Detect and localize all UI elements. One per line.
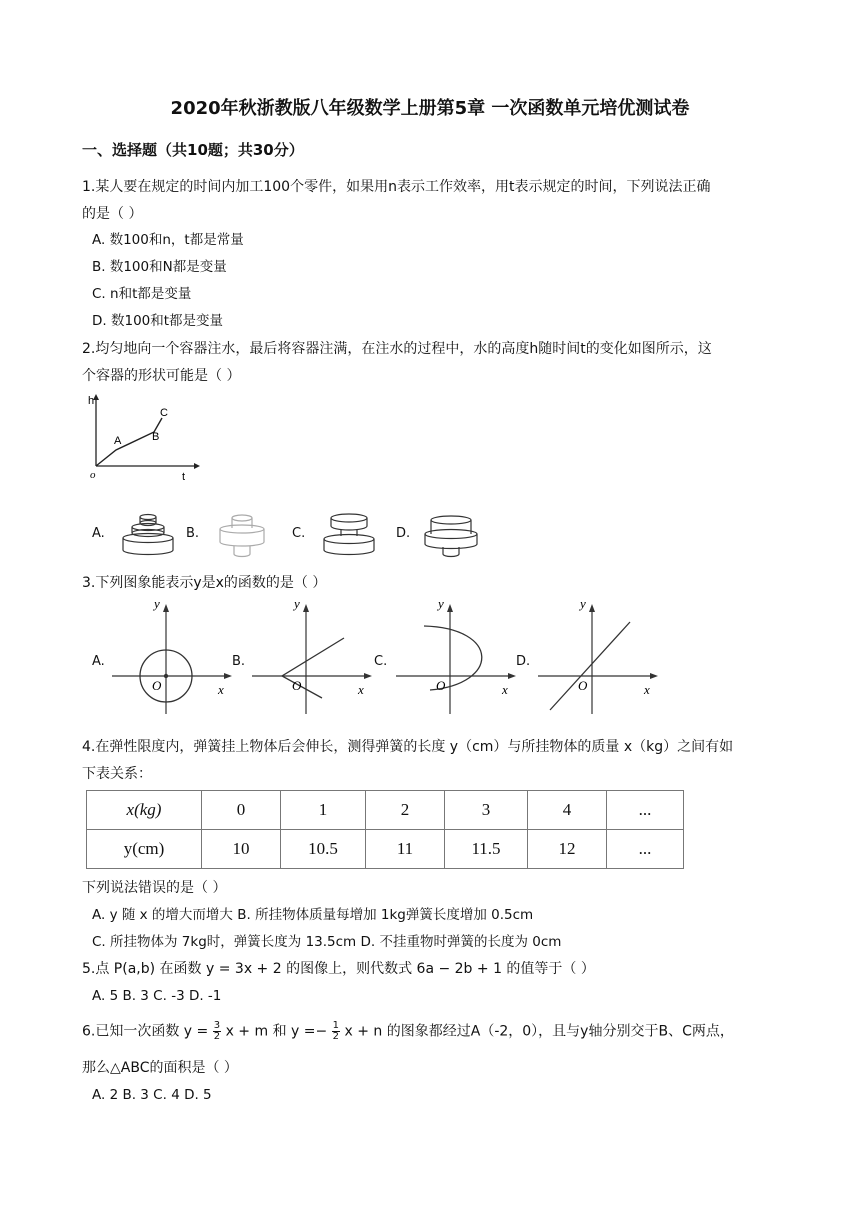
q3-option-c-label: C. [374,654,388,669]
q6-text-post: x + n 的图象都经过A（-2，0），且与y轴分别交于B、C两点， [344,1023,734,1040]
q2-axis-t-label: t [182,471,186,483]
table-cell: 0 [202,791,281,830]
q3-graph-a [106,598,236,718]
table-cell: 2 [366,791,445,830]
table-cell: 10.5 [281,830,366,869]
q3-graph-b [246,598,376,718]
table-cell: 10 [202,830,281,869]
q6-stem-line1 [82,1021,734,1042]
q2-point-a-label: A [114,435,122,447]
q3b-x-label: x [358,682,364,697]
table-cell: ... [607,791,684,830]
q6-fraction-1: $\frac{3}{2}$ [213,1020,221,1042]
q2-container-a [118,512,178,560]
q3d-y-label: y [580,598,586,611]
q3c-x-label: x [502,682,508,697]
q3-graph-c [390,598,520,718]
q1-option-a: A. 数100和n，t都是常量 [92,232,244,248]
table-cell: ... [607,830,684,869]
q3-stem: 3.下列图象能表示y是x的函数的是（ ） [82,575,327,591]
q2-container-b [212,512,272,560]
q3a-origin-label: O [152,678,162,693]
q5-stem: 5.点 P(a,b) 在函数 y = 3x + 2 的图像上，则代数式 6a − 2b + 1 的值等于（ ） [82,961,595,977]
q2-option-a-label: A. [92,526,105,541]
q1-stem-line1: 1.某人要在规定的时间内加工100个零件，如果用n表示工作效率，用t表示规定的时间，下列说法正确 [82,179,711,195]
q4-data-table [86,790,684,869]
table-row [87,830,684,869]
table-cell: 11 [366,830,445,869]
q3c-origin-label: O [436,678,446,693]
table-row [87,791,684,830]
q4-options-cd: C. 所挂物体为 7kg时，弹簧长度为 13.5cm D. 不挂重物时弹簧的长度为 0cm [92,934,562,950]
q2-stem-line2: 个容器的形状可能是（ ） [82,368,241,384]
q2-option-b-label: B. [186,526,200,541]
q2-option-c-label: C. [292,526,306,541]
table-cell: 12 [528,830,607,869]
q3b-origin-label: O [292,678,302,693]
table-header-x: x(kg) [87,791,202,830]
table-header-y: y(cm) [87,830,202,869]
q1-option-c: C. n和t都是变量 [92,286,192,302]
q6-options: A. 2 B. 3 C. 4 D. 5 [92,1087,212,1103]
table-cell: 1 [281,791,366,830]
q1-option-b: B. 数100和N都是变量 [92,259,227,275]
q3-graph-d [532,598,662,718]
q5-options: A. 5 B. 3 C. -3 D. -1 [92,988,222,1004]
q4-stem-line2: 下表关系： [82,766,152,782]
q3c-y-label: y [438,598,444,611]
table-cell: 4 [528,791,607,830]
q2-water-graph [84,392,204,484]
q4-stem-line1: 4.在弹性限度内，弹簧挂上物体后会伸长，测得弹簧的长度 y（cm）与所挂物体的质量 x（kg）之间有如 [82,739,734,755]
q2-stem-line1: 2.均匀地向一个容器注水，最后将容器注满，在注水的过程中，水的高度h随时间t的变化如图所示，这 [82,341,712,357]
q6-fraction-2: $\frac{1}{2}$ [332,1020,340,1042]
q6-text-pre: 6.已知一次函数 y = [82,1023,209,1040]
q3d-x-label: x [644,682,650,697]
q4-question: 下列说法错误的是（ ） [82,880,227,896]
q3b-y-label: y [294,598,300,611]
section-heading: 一、选择题（共10题；共30分） [82,141,304,159]
q1-option-d: D. 数100和t都是变量 [92,313,224,329]
q2-container-c [318,512,380,560]
q2-axis-h-label: h [88,395,95,407]
q3a-y-label: y [154,598,160,611]
q4-options-ab: A. y 随 x 的增大而增大 B. 所挂物体质量每增加 1kg弹簧长度增加 0.5cm [92,907,534,923]
q3-option-b-label: B. [232,654,246,669]
q2-option-d-label: D. [396,526,411,541]
q6-stem-line2: 那么△ABC的面积是（ ） [82,1060,238,1076]
table-cell: 3 [445,791,528,830]
q2-point-c-label: C [160,407,168,419]
table-cell: 11.5 [445,830,528,869]
q2-point-b-label: B [152,431,160,443]
q1-stem-line2: 的是（ ） [82,206,143,222]
q3-option-a-label: A. [92,654,105,669]
q3-option-d-label: D. [516,654,531,669]
q2-origin-label: o [90,469,96,481]
q3a-x-label: x [218,682,224,697]
q3d-origin-label: O [578,678,588,693]
q6-text-mid: x + m 和 y =− [225,1023,328,1040]
page-title: 2020年秋浙教版八年级数学上册第5章 一次函数单元培优测试卷 [170,98,690,119]
q2-container-d [422,512,480,560]
